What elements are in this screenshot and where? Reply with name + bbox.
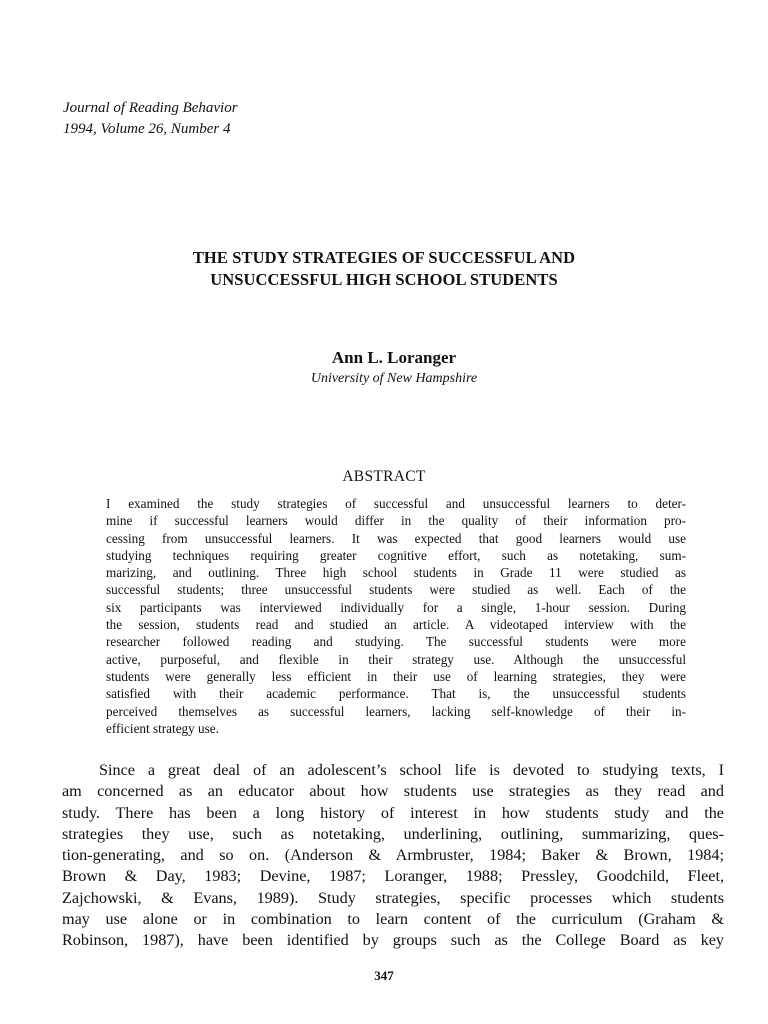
title-line: UNSUCCESSFUL HIGH SCHOOL STUDENTS	[210, 270, 558, 289]
journal-citation	[63, 98, 238, 140]
abstract-line: mine if successful learners would differ in the quality of their information pro-	[106, 513, 686, 529]
body-line: Since a great deal of an adolescent’s school life is devoted to studying texts, I	[99, 761, 724, 779]
abstract-line: active, purposeful, and flexible in their strategy use. Although the unsuccessful	[106, 651, 686, 667]
body-line: study. There has been a long history of interest in how students study and the	[62, 803, 724, 822]
journal-name: Journal of Reading Behavior	[63, 100, 238, 116]
paper-title	[0, 247, 768, 291]
abstract-line: I examined the study strategies of successful and unsuccessful learners to deter-	[106, 496, 686, 511]
title-line: THE STUDY STRATEGIES OF SUCCESSFUL AND	[192, 248, 576, 267]
abstract-heading: ABSTRACT	[342, 468, 426, 485]
abstract-line: studying techniques requiring greater cognitive effort, such as notetaking, sum-	[106, 547, 686, 563]
body-line: Zajchowski, & Evans, 1989). Study strategies, specific processes which students	[62, 888, 724, 907]
author-affiliation: University of New Hampshire	[310, 371, 478, 386]
journal-issue: 1994, Volume 26, Number 4	[63, 121, 231, 137]
abstract-line: cessing from unsuccessful learners. It was expected that good learners would use	[106, 530, 686, 546]
abstract-line: students were generally less efficient in their use of learning strategies, they were	[106, 668, 686, 684]
abstract-line: perceived themselves as successful learners, lacking self-knowledge of their in-	[106, 703, 686, 719]
abstract-line: researcher followed reading and studying. The successful students were more	[106, 634, 686, 650]
abstract-line: successful students; three unsuccessful students were studied as well. Each of the	[106, 582, 686, 598]
body-line: Robinson, 1987), have been identified by groups such as the College Board as key	[62, 931, 724, 950]
abstract-line: the session, students read and studied an article. A videotaped interview with the	[106, 617, 686, 633]
body-line: strategies they use, such as notetaking, underlining, outlining, summarizing, ques-	[62, 824, 724, 843]
body-paragraph	[62, 760, 724, 952]
abstract-line: six participants was interviewed individually for a single, 1-hour session. During	[106, 599, 686, 615]
abstract-line: satisfied with their academic performance. That is, the unsuccessful students	[106, 686, 686, 702]
author-name: Ann L. Loranger	[331, 348, 457, 367]
body-line: am concerned as an educator about how students use strategies as they read and	[62, 782, 724, 801]
abstract-line: marizing, and outlining. Three high school students in Grade 11 were studied as	[106, 565, 686, 581]
body-line: Brown & Day, 1983; Devine, 1987; Loranger, 1988; Pressley, Goodchild, Fleet,	[62, 867, 724, 886]
page-number: 347	[374, 968, 394, 983]
abstract-line: efficient strategy use.	[106, 720, 219, 736]
body-line: may use alone or in combination to learn content of the curriculum (Graham &	[62, 910, 724, 929]
body-line: tion-generating, and so on. (Anderson & Armbruster, 1984; Baker & Brown, 1984;	[62, 846, 724, 865]
abstract-body	[106, 495, 686, 737]
